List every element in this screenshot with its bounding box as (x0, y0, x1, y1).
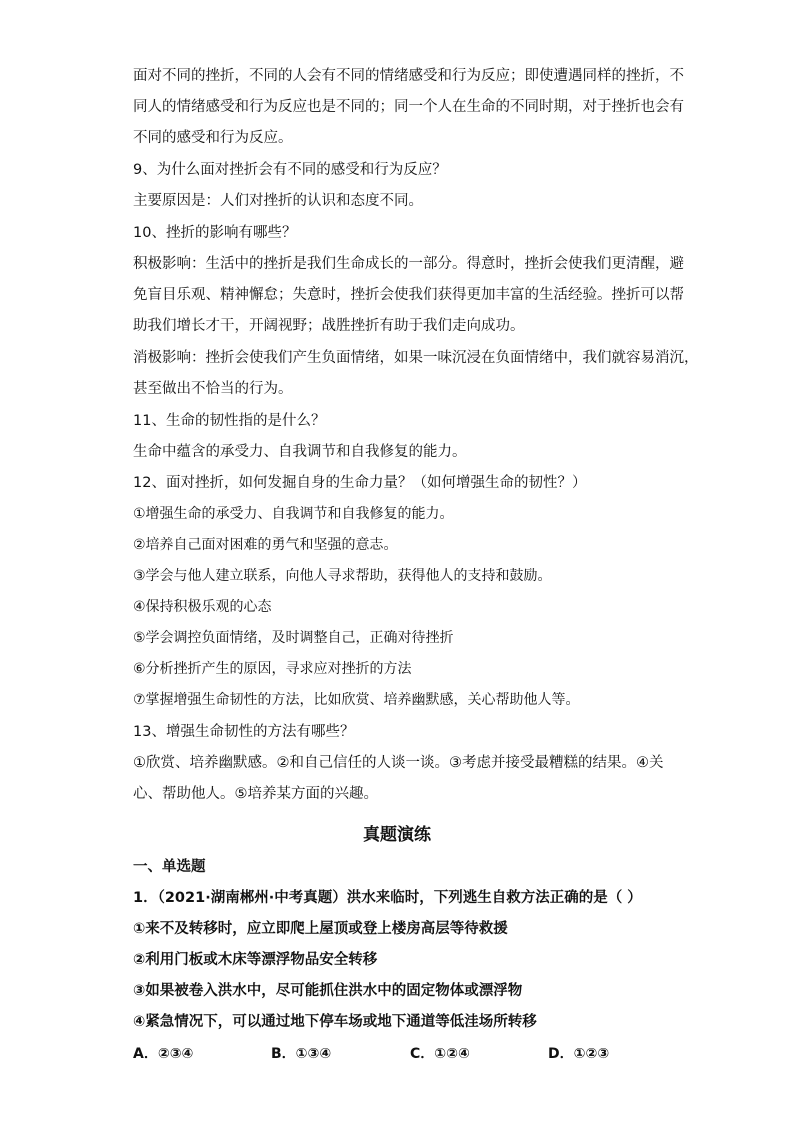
answer-12-item: ①增强生命的承受力、自我调节和自我修复的能力。 (133, 506, 454, 522)
option-b[interactable]: B．①③④ (271, 1046, 332, 1062)
answer-13-line-2: 心、帮助他人。⑤培养某方面的兴趣。 (133, 786, 378, 802)
answer-10-positive-1: 积极影响：生活中的挫折是我们生命成长的一部分。得意时，挫折会使我们更清醒，避 (133, 256, 684, 272)
mcq-statement: ②利用门板或木床等漂浮物品安全转移 (133, 952, 378, 968)
answer-10-positive-2: 免盲目乐观、精神懈怠；失意时，挫折会使我们获得更加丰富的生活经验。挫折可以帮 (133, 287, 684, 303)
question-11: 11、生命的韧性指的是什么？ (133, 413, 326, 429)
mcq-statement: ③如果被卷入洪水中，尽可能抓住洪水中的固定物体或漂浮物 (133, 983, 523, 999)
intro-line-3: 不同的感受和行为反应。 (133, 130, 293, 146)
answer-10-positive-3: 助我们增长才干，开阔视野；战胜挫折有助于我们走向成功。 (133, 318, 525, 334)
answer-12-item: ⑥分析挫折产生的原因，寻求应对挫折的方法 (133, 661, 412, 677)
answer-13-line-1: ①欣赏、培养幽默感。②和自己信任的人谈一谈。③考虑并接受最糟糕的结果。④关 (133, 755, 664, 771)
mcq-statement: ①来不及转移时，应立即爬上屋顶或登上楼房高层等待救援 (133, 921, 508, 937)
section-title: 真题演练 (363, 825, 431, 845)
answer-12-item: ④保持积极乐观的心态 (133, 599, 272, 615)
subsection-heading: 一、单选题 (133, 859, 206, 875)
answer-12-item: ⑦掌握增强生命韧性的方法，比如欣赏、培养幽默感，关心帮助他人等。 (133, 692, 580, 708)
mcq-options (133, 1043, 693, 1065)
mcq-statement: ④紧急情况下，可以通过地下停车场或地下通道等低洼场所转移 (133, 1014, 537, 1030)
question-12: 12、面对挫折，如何发掘自身的生命力量？（如何增强生命的韧性？） (133, 475, 587, 491)
option-d[interactable]: D．①②③ (548, 1046, 610, 1062)
intro-line-2: 同人的情绪感受和行为反应也是不同的；同一个人在生命的不同时期，对于挫折也会有 (133, 99, 684, 115)
option-a[interactable]: A．②③④ (133, 1046, 194, 1062)
question-10: 10、挫折的影响有哪些？ (133, 225, 297, 241)
question-13: 13、增强生命韧性的方法有哪些？ (133, 724, 355, 740)
answer-9: 主要原因是：人们对挫折的认识和态度不同。 (133, 193, 423, 209)
answer-11: 生命中蕴含的承受力、自我调节和自我修复的能力。 (133, 444, 467, 460)
option-c[interactable]: C．①②④ (410, 1046, 470, 1062)
intro-line-1: 面对不同的挫折，不同的人会有不同的情绪感受和行为反应；即使遭遇同样的挫折，不 (133, 68, 684, 84)
answer-10-negative-1: 消极影响：挫折会使我们产生负面情绪，如果一味沉浸在负面情绪中，我们就容易消沉， (133, 350, 699, 366)
answer-12-item: ③学会与他人建立联系，向他人寻求帮助，获得他人的支持和鼓励。 (133, 568, 552, 584)
question-9: 9、为什么面对挫折会有不同的感受和行为反应？ (133, 162, 447, 178)
answer-12-item: ⑤学会调控负面情绪，及时调整自己，正确对待挫折 (133, 630, 454, 646)
mcq-stem: 1．（2021·湖南郴州·中考真题）洪水来临时，下列逃生自救方法正确的是（ ） (133, 890, 642, 906)
answer-10-negative-2: 甚至做出不恰当的行为。 (133, 381, 293, 397)
answer-12-item: ②培养自己面对困难的勇气和坚强的意志。 (133, 537, 398, 553)
